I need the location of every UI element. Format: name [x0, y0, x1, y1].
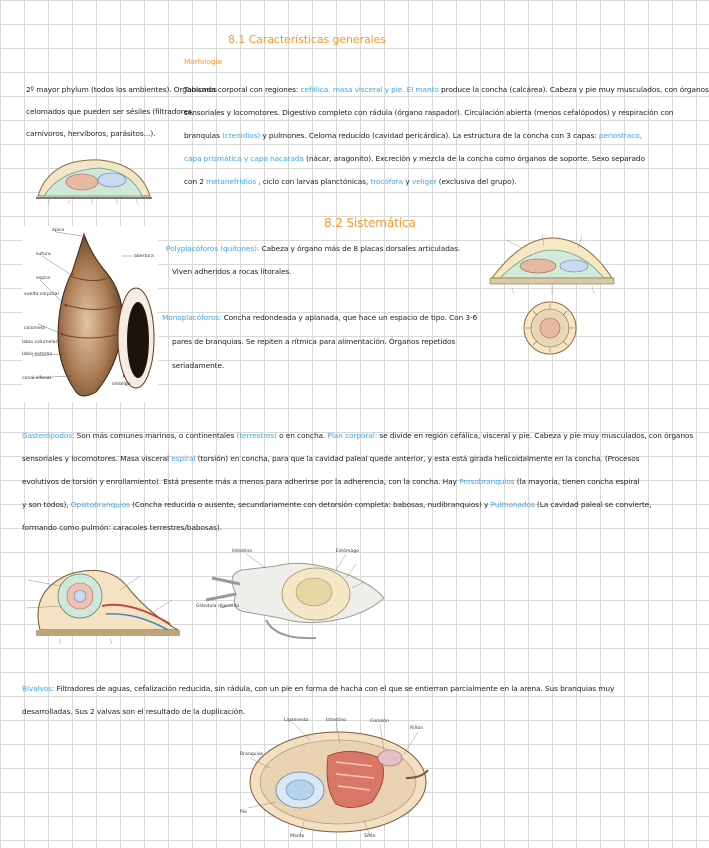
shell-label: labio columelar [22, 340, 58, 345]
bivalve-label: Corazón [370, 719, 389, 724]
shell-label: espira [36, 276, 51, 281]
bivalvos-line-1 [22, 677, 614, 700]
shell-label: canal sifonal [22, 376, 51, 381]
morph-text: produce la concha (calcárea). Cabeza y pie muy musculados, con órganos [441, 85, 709, 94]
morph-text: , ciclo con larvas planctónicas, [258, 177, 369, 186]
gastro-text: o en concha. [279, 431, 326, 440]
poly-text: Cabeza y órgano más de 8 placas dorsales articuladas. [261, 244, 461, 253]
bivalve-label: Pie [240, 810, 247, 815]
section-1-title: 8.1 Características generales [228, 33, 386, 46]
morph-line-4 [184, 147, 645, 170]
bivalve-label: Intestino [326, 718, 347, 723]
gastro-text: se divide en región cefálica, visceral y pie. Cabeza y pie muy musculados, con órganos [379, 431, 694, 440]
bivalve-label: Sifón [364, 834, 376, 839]
chiton-figure [482, 232, 620, 298]
section-2-title: 8.2 Sistemática [324, 216, 416, 230]
gastro-highlight: (terrestres) [236, 431, 277, 440]
bivalvos-text: Filtradores de aguas, cefalización reducida, sin rádula, con un pie en forma de hacha con el que se entierran parcialmente en la arena. Sus branquias muy [56, 684, 615, 693]
gastro-highlight: Plan corporal: [327, 431, 378, 440]
gastro-text: evolutivos de torsión y enrollamiento). Está presente más a menos para adherirse por la adherencia, con la concha. Hay [22, 477, 457, 486]
morph-highlight: periostraco, [598, 131, 642, 140]
gastro-line-3 [22, 470, 640, 493]
gastro-text: (la mayoría, tienen concha espiral [516, 477, 640, 486]
gastro-line-4 [22, 493, 651, 516]
morph-text: y [405, 177, 410, 186]
morph-text: (exclusiva del grupo). [438, 177, 517, 186]
shell-label: sutura [36, 252, 51, 257]
gastro-label: Gasterópodos: [22, 431, 75, 440]
morph-text: branquias [184, 131, 220, 140]
bivalve-label: Riñón [410, 726, 424, 731]
shell-label: columela [24, 326, 45, 331]
bivalve-label: Ligamento [284, 718, 309, 723]
gastro-text: y son todos), [22, 500, 69, 509]
gastro-line-2 [22, 447, 639, 470]
gastro-highlight: Prosobranquios [459, 477, 515, 486]
gastro-text: (torsión) en concha, para que la cavidad paleal quede anterior, y esta está girada helicoidalmente en la concha. (Procesos [197, 454, 640, 463]
morph-highlight: trocófora [370, 177, 404, 186]
gastro-text: sensoriales y locomotores. Masa visceral [22, 454, 170, 463]
gastro-text: Son más comunes marinos, o continentales [76, 431, 235, 440]
bivalve-anatomy-figure [240, 718, 436, 842]
intro-line-3: carnívoros, hervíboros, parásitos...). [26, 129, 156, 138]
shell-label: ombligo [112, 382, 131, 387]
morph-text: y pulmones. Celoma reducido (cavidad pericárdica). La estructura de la concha con 3 capas: [262, 131, 597, 140]
gastro-highlight: espiral [171, 454, 196, 463]
morph-text: (nácar, aragonito). Excreción y mezcla de la concha como órganos de soporte. Sexo separado [306, 154, 645, 163]
shell-label: abertura [134, 254, 154, 259]
shell-label: labio externo [22, 352, 53, 357]
gastro-detail-label: Estómago [336, 549, 359, 554]
mono-line-3: seriadamente. [172, 361, 225, 370]
intro-line-2: celomados que pueden ser sésiles (filtradores, [26, 107, 194, 116]
morfologia-title: Morfología [184, 57, 222, 66]
gastro-line-1 [22, 424, 693, 447]
morph-highlight: capa prismática y capa nacarada [184, 154, 304, 163]
bivalve-label: Branquias [240, 752, 264, 757]
gastropod-anatomy-figure [20, 560, 184, 646]
gastro-line-5: formando como pulmón: caracoles terrestres/babosas). [22, 523, 222, 532]
gastro-detail-label: Intestino [232, 549, 253, 554]
poly-line-2: Viven adheridos a rocas litorales. [172, 267, 292, 276]
poly-line-1 [166, 237, 460, 260]
morph-line-1 [184, 78, 709, 101]
shell-figure [22, 226, 158, 402]
bivalvos-label: Bivalvos: [22, 684, 55, 693]
morph-line-3 [184, 124, 642, 147]
morph-line-2: sensoriales y locomotores. Digestivo completo con rádula (órgano raspador). Circulación abierta (menos cefalópodos) y respiración con [184, 108, 674, 117]
morph-line-5 [184, 170, 517, 193]
poly-label: Polyplacóforos (quitones): [166, 244, 260, 253]
gastro-highlight: Opistobranquios [70, 500, 130, 509]
gastro-text: (La cavidad paleal se convierte, [536, 500, 652, 509]
gastropod-detail-figure [196, 548, 392, 644]
bivalvos-line-2: desarrolladas. Sus 2 valvas son el resultado de la duplicación. [22, 707, 246, 716]
mono-line-1 [162, 306, 477, 329]
morph-highlight: (ctenidios) [222, 131, 261, 140]
morph-highlight: velíger [411, 177, 437, 186]
morph-text: con 2 [184, 177, 204, 186]
bivalve-label: Manto [290, 834, 305, 839]
shell-label: ápice [52, 228, 65, 233]
morph-highlight: cefálica, masa visceral y pie. [300, 85, 405, 94]
mono-label: Monoplacóforos: [162, 313, 222, 322]
monoplacophora-figure [522, 300, 578, 356]
mono-line-2: pares de branquias. Se repiten a rítmica para alimentación. Órganos repetidos [172, 337, 456, 346]
intro-line-1: 2º mayor phylum (todos los ambientes). Organismos [26, 85, 217, 94]
gastro-text: (Concha reducida o ausente, secundariamente con detorsión completa: babosas, nudibranquios) y [132, 500, 489, 509]
morph-highlight: metanefridios [206, 177, 256, 186]
mono-text: Concha redondeada y aplanada, que hace un espacio de tipo. Con 3-6 [223, 313, 478, 322]
morph-text: Tabicada corporal con regiones: [184, 85, 299, 94]
snail-anatomy-figure [30, 152, 158, 206]
gastro-highlight: Pulmonados [490, 500, 535, 509]
shell-label: vuelta corporal [24, 292, 59, 297]
morph-highlight: El manto [406, 85, 439, 94]
gastro-detail-label: Glándula digestiva [196, 604, 239, 609]
